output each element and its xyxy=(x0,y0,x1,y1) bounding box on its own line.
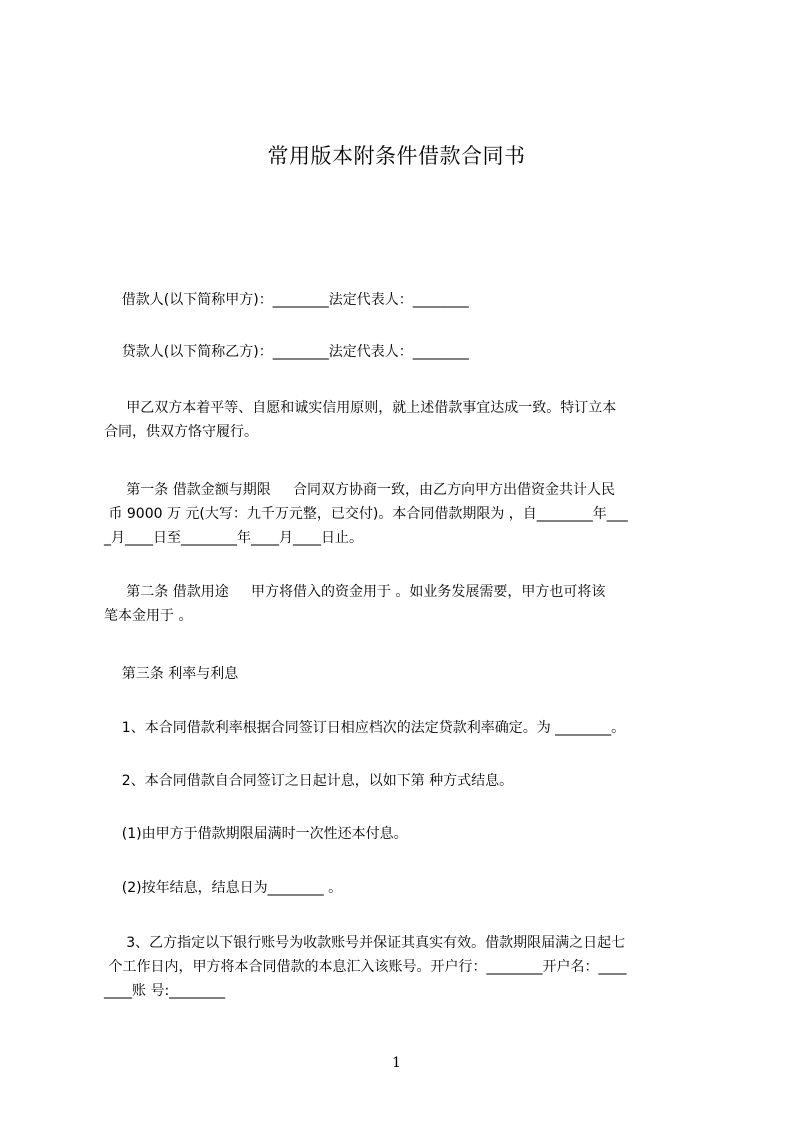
text-line: 贷款人(以下简称乙方)：________法定代表人：________ xyxy=(104,344,469,360)
paragraph-option-2 xyxy=(104,876,704,900)
paragraph-clause-3-1 xyxy=(104,716,704,740)
text-line: 币 9000 万 元(大写：九千万元整，已交付)。本合同借款期限为 ，自________年___ xyxy=(104,506,628,522)
text-line: (1)由甲方于借款期限届满时一次性还本付息。 xyxy=(104,826,408,842)
text-line: 个工作日内，甲方将本合同借款的本息汇入该账号。开户行：________开户名：____ xyxy=(104,959,627,975)
paragraph-option-1 xyxy=(104,822,704,846)
text-line: 1、本合同借款利率根据合同签订日相应档次的法定贷款利率确定。为 ________。 xyxy=(104,720,626,736)
text-line: 2、本合同借款自合同签订之日起计息，以如下第 种方式结息。 xyxy=(104,773,514,789)
text-line: 借款人(以下简称甲方)：________法定代表人：________ xyxy=(104,292,469,308)
paragraph-article-2 xyxy=(104,580,704,628)
text-line: 3、乙方指定以下银行账号为收款账号并保证其真实有效。借款期限届满之日起七 xyxy=(104,935,626,951)
paragraph-article-3-heading xyxy=(104,662,704,686)
document-title: 常用版本附条件借款合同书 xyxy=(267,144,526,168)
paragraph-clause-3-3 xyxy=(104,931,704,1003)
text-line: 第三条 利率与利息 xyxy=(104,666,239,682)
text-line: ____账 号:________ xyxy=(104,983,226,999)
text-line: 第二条 借款用途 甲方将借入的资金用于 。如业务发展需要，甲方也可将该 xyxy=(104,584,606,600)
paragraph-article-1 xyxy=(104,478,704,550)
text-line: 合同，供双方恪守履行。 xyxy=(104,424,258,440)
paragraph-preamble xyxy=(104,396,704,444)
text-line: 甲乙双方本着平等、自愿和诚实信用原则，就上述借款事宜达成一致。特订立本 xyxy=(104,400,617,416)
paragraph-lender xyxy=(104,340,704,364)
paragraph-clause-3-2 xyxy=(104,769,704,793)
text-line: (2)按年结息，结息日为________ 。 xyxy=(104,880,343,896)
text-line: 笔本金用于 。 xyxy=(104,608,193,624)
paragraph-borrower xyxy=(104,288,704,312)
page-number: 1 xyxy=(392,1055,401,1071)
text-line: 第一条 借款金额与期限 合同双方协商一致，由乙方向甲方出借资金共计人民 xyxy=(104,482,615,498)
text-line: _月____日至________年____月____日止。 xyxy=(104,530,363,546)
